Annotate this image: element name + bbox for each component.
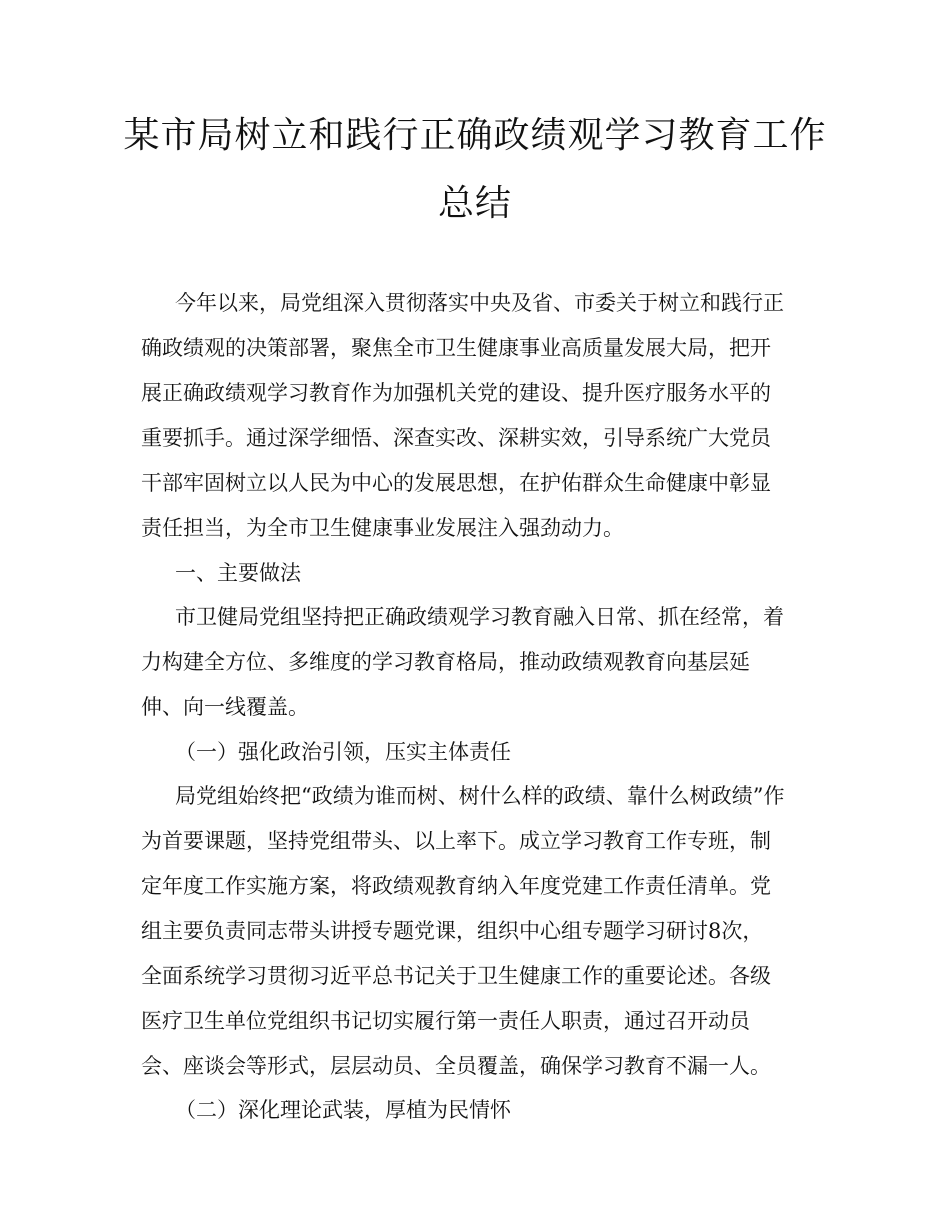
- paragraph-line: 为首要课题，坚持党组带头、以上率下。成立学习教育工作专班，制: [141, 829, 771, 853]
- paragraph-line: 展正确政绩观学习教育作为加强机关党的建设、提升医疗服务水平的: [141, 381, 771, 405]
- paragraph-line: 力构建全方位、多维度的学习教育格局，推动政绩观教育向基层延: [141, 650, 750, 674]
- paragraph-line: 会、座谈会等形式，层层动员、全员覆盖，确保学习教育不漏一人。: [141, 1054, 771, 1078]
- paragraph-line: 局党组始终把“政绩为谁而树、树什么样的政绩、靠什么树政绩”作: [175, 784, 785, 808]
- paragraph-line: 确政绩观的决策部署，聚焦全市卫生健康事业高质量发展大局，把开: [141, 336, 771, 360]
- paragraph-line: 定年度工作实施方案，将政绩观教育纳入年度党建工作责任清单。党: [141, 874, 771, 898]
- paragraph-line: 今年以来，局党组深入贯彻落实中央及省、市委关于树立和践行正: [175, 291, 784, 315]
- paragraph-line: 全面系统学习贯彻习近平总书记关于卫生健康工作的重要论述。各级: [141, 964, 771, 988]
- subsection-heading: （二）深化理论武装，厚植为民情怀: [175, 1098, 511, 1122]
- document-title-line-1: 某市局树立和践行正确政绩观学习教育工作: [123, 115, 827, 156]
- paragraph-line: 干部牢固树立以人民为中心的发展思想，在护佑群众生命健康中彰显: [141, 471, 771, 495]
- paragraph-line: 组主要负责同志带头讲授专题党课，组织中心组专题学习研讨8次，: [141, 919, 764, 943]
- section-heading: 一、主要做法: [175, 561, 301, 585]
- paragraph-line: 伸、向一线覆盖。: [141, 695, 309, 719]
- paragraph-line: 责任担当，为全市卫生健康事业发展注入强劲动力。: [141, 516, 624, 540]
- paragraph-line: 医疗卫生单位党组织书记切实履行第一责任人职责，通过召开动员: [141, 1009, 750, 1033]
- paragraph-line: 市卫健局党组坚持把正确政绩观学习教育融入日常、抓在经常，着: [175, 605, 784, 629]
- paragraph-line: 重要抓手。通过深学细悟、深查实改、深耕实效，引导系统广大党员: [141, 426, 771, 450]
- document-title-line-2: 总结: [437, 183, 512, 224]
- subsection-heading: （一）强化政治引领，压实主体责任: [175, 740, 511, 764]
